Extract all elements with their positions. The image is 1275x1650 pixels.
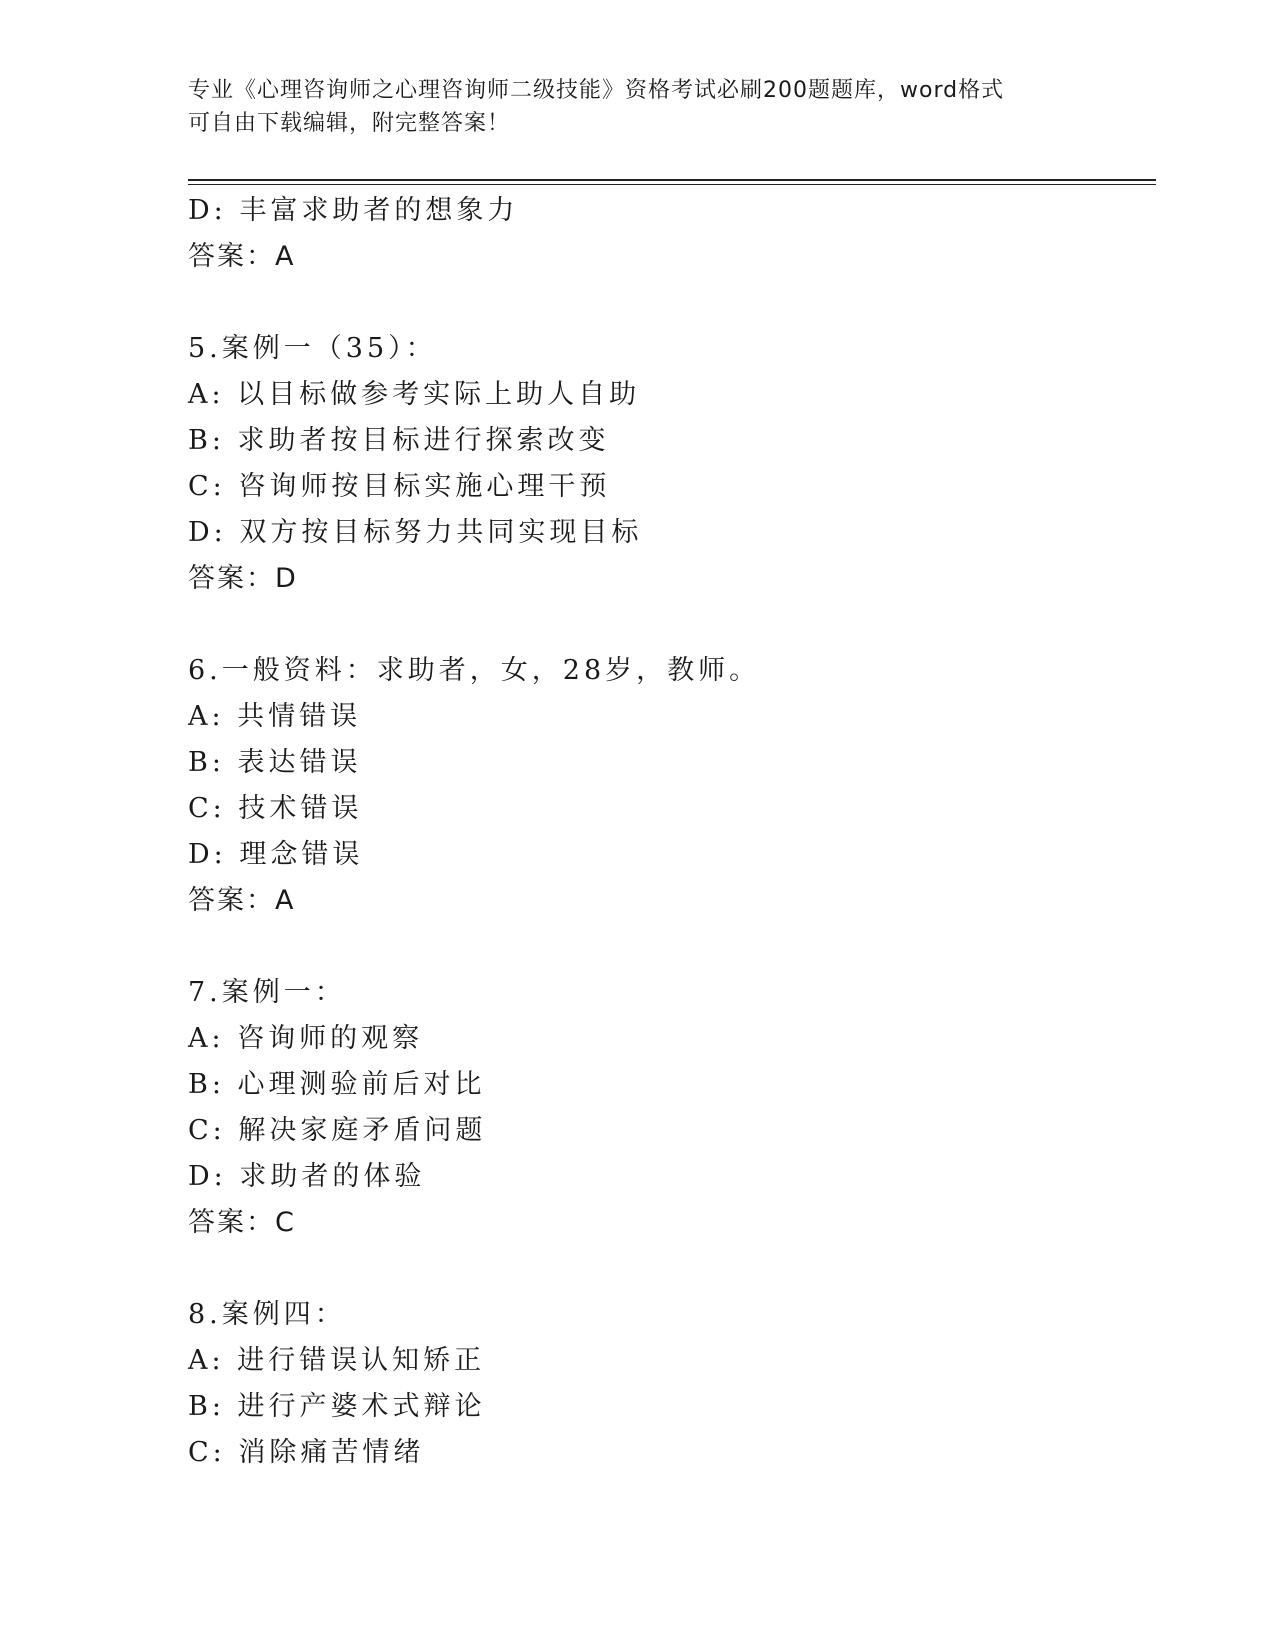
header-title-line-2: 可自由下载编辑，附完整答案！ bbox=[188, 111, 511, 136]
option-a: A: 以目标做参考实际上助人自助 bbox=[188, 379, 641, 410]
option-a: A: 共情错误 bbox=[188, 701, 362, 732]
option-d: D: 求助者的体验 bbox=[188, 1161, 426, 1192]
option-a: A: 进行错误认知矫正 bbox=[188, 1345, 486, 1376]
answer: 答案：D bbox=[188, 563, 298, 594]
answer: 答案：A bbox=[188, 885, 296, 916]
prev-option-d: D: 丰富求助者的想象力 bbox=[188, 195, 519, 226]
option-b: B: 求助者按目标进行探索改变 bbox=[188, 425, 610, 456]
option-b: B: 进行产婆术式辩论 bbox=[188, 1391, 486, 1422]
spacer bbox=[188, 602, 1148, 648]
option-c: C: 技术错误 bbox=[188, 793, 363, 824]
spacer bbox=[188, 924, 1148, 970]
option-c: C: 消除痛苦情绪 bbox=[188, 1437, 425, 1468]
spacer bbox=[188, 280, 1148, 326]
option-d: D: 双方按目标努力共同实现目标 bbox=[188, 517, 643, 548]
document-header bbox=[188, 74, 1068, 140]
header-divider-thin bbox=[188, 184, 1156, 185]
question-stem: 7.案例一： bbox=[188, 977, 346, 1008]
answer: 答案：C bbox=[188, 1207, 296, 1238]
option-a: A: 咨询师的观察 bbox=[188, 1023, 424, 1054]
option-c: C: 咨询师按目标实施心理干预 bbox=[188, 471, 611, 502]
question-8 bbox=[188, 1292, 1148, 1476]
option-b: B: 表达错误 bbox=[188, 747, 362, 778]
option-d: D: 理念错误 bbox=[188, 839, 364, 870]
header-title-line-1: 专业《心理咨询师之心理咨询师二级技能》资格考试必刷200题题库，word格式 bbox=[188, 78, 1005, 103]
spacer bbox=[188, 1246, 1148, 1292]
question-stem: 8.案例四： bbox=[188, 1299, 346, 1330]
prev-answer: 答案：A bbox=[188, 241, 296, 272]
header-divider-thick bbox=[188, 179, 1156, 181]
question-6 bbox=[188, 648, 1148, 924]
question-stem: 5.案例一（35）： bbox=[188, 333, 437, 364]
question-5 bbox=[188, 326, 1148, 602]
option-c: C: 解决家庭矛盾问题 bbox=[188, 1115, 487, 1146]
option-b: B: 心理测验前后对比 bbox=[188, 1069, 486, 1100]
question-7 bbox=[188, 970, 1148, 1246]
question-stem: 6.一般资料：求助者，女，28岁，教师。 bbox=[188, 655, 761, 686]
question-list bbox=[188, 188, 1148, 1476]
